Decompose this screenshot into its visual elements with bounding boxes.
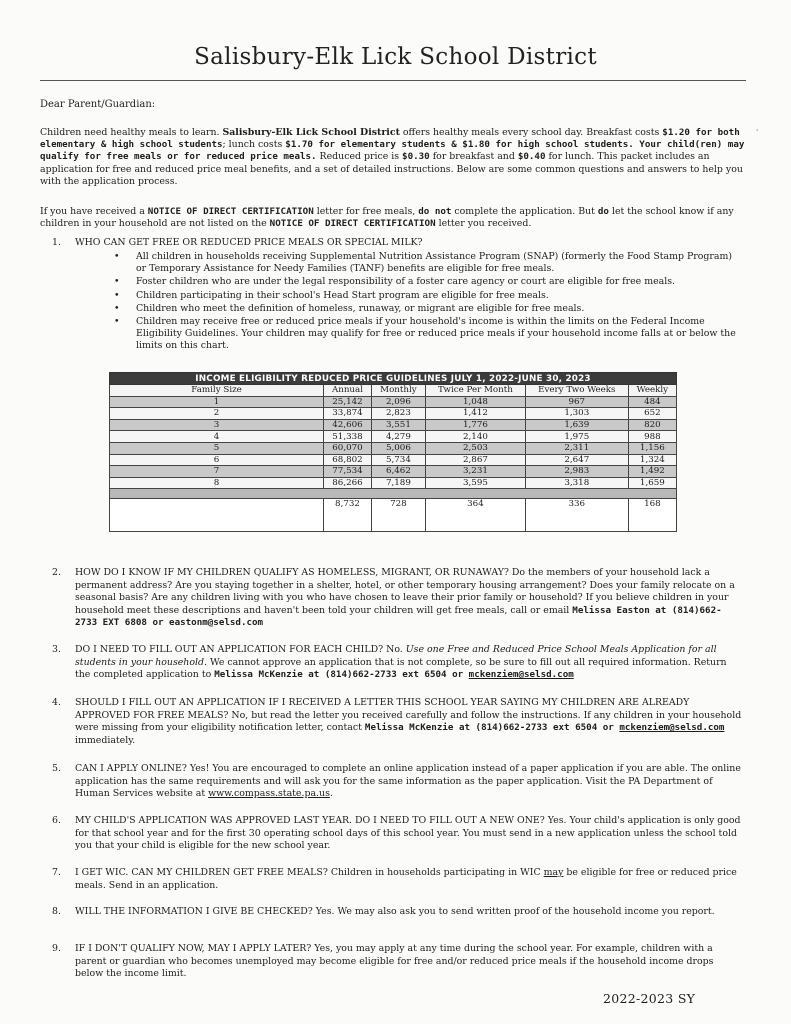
table-cell: 988 — [628, 431, 676, 443]
question-number: 6. — [52, 815, 61, 826]
table-cell: 2,503 — [426, 442, 526, 454]
notice-emphasis: do not — [418, 206, 452, 217]
table-cell: 5 — [110, 442, 324, 454]
list-item: • Children may receive free or reduced price meals if your household's income is within the limits on the Federal Income Eligibility Guidelines. Your children may qualify for free or reduced price meals if your household income falls at or below the limits on this chart. — [112, 316, 742, 353]
list-item: • All children in households receiving Supplemental Nutrition Assistance Program (SNAP) (formerly the Food Stamp Program) or Temporary Assistance for Needy Families (TANF) benefits are eligible for free meals. — [112, 251, 742, 275]
notice-text: If you have received a — [40, 206, 148, 217]
table-cell: 2,140 — [426, 431, 526, 443]
eligibility-list — [112, 251, 742, 354]
table-cell: 86,266 — [324, 477, 372, 489]
question-text: immediately. — [75, 734, 136, 746]
table-cell: 6 — [110, 454, 324, 466]
lunch-cost: $1.70 for elementary students & $1.80 for high school students. Your child(ren) may qualify for free meals or for reduced price meals. — [40, 139, 745, 163]
notice-text: letter you received. — [435, 218, 532, 230]
salutation: Dear Parent/Guardian: — [40, 99, 156, 110]
table-cell: 1,492 — [628, 466, 676, 478]
table-cell: 1,324 — [628, 454, 676, 466]
column-header: Family Size — [110, 385, 324, 397]
notice-text: complete the application. But — [451, 206, 598, 217]
additional-member-row — [110, 499, 677, 532]
table-cell: 8 — [110, 477, 324, 489]
table-cell: 364 — [426, 499, 526, 532]
table-cell: 25,142 — [324, 396, 372, 408]
question-text: SHOULD I FILL OUT AN APPLICATION IF I RECEIVED A LETTER THIS SCHOOL YEAR SAYING MY CHILDREN ARE ALREADY APPROVED FOR FREE MEALS? No, but read the letter you received carefully and follow the instructions. If any children in your household were missing from your eligibility notification letter, contact — [75, 697, 742, 734]
table-cell: 1,156 — [628, 442, 676, 454]
intro-text: ; lunch costs — [222, 139, 286, 151]
table-cell: 3,318 — [525, 477, 628, 489]
additional-member-label: Each additional family member add: — [110, 499, 324, 532]
question-number: 9. — [52, 943, 61, 954]
table-cell: 51,338 — [324, 431, 372, 443]
question-number: 1. — [52, 237, 61, 248]
question-4 — [75, 697, 743, 747]
question-number: 3. — [52, 644, 61, 655]
column-header: Monthly — [371, 385, 425, 397]
table-cell: 2,983 — [525, 466, 628, 478]
question-number: 8. — [52, 906, 61, 917]
question-emphasis: may — [543, 867, 564, 878]
table-row — [110, 431, 677, 443]
table-cell: 4,279 — [371, 431, 425, 443]
table-row — [110, 466, 677, 478]
table-row — [110, 477, 677, 489]
table-cell: 3,595 — [426, 477, 526, 489]
list-item: • Children participating in their school's Head Start program are eligible for free meals. — [112, 290, 742, 302]
table-cell: 2,647 — [525, 454, 628, 466]
list-item: • Foster children who are under the legal responsibility of a foster care agency or court are eligible for free meals. — [112, 276, 742, 288]
table-cell: 1,303 — [525, 408, 628, 420]
table-cell: 5,006 — [371, 442, 425, 454]
question-text: CAN I APPLY ONLINE? Yes! You are encouraged to complete an online application instead of a paper application if you are able. The online application has the same requirements and will ask you for the same information as the paper application. Visit the PA Department of Human Services website at — [75, 763, 741, 800]
school-year-footer: 2022-2023 SY — [603, 991, 696, 1006]
question-number: 7. — [52, 867, 61, 878]
table-cell: 7 — [110, 466, 324, 478]
question-text: I GET WIC. CAN MY CHILDREN GET FREE MEALS? Children in households participating in WIC — [75, 867, 544, 878]
reduced-breakfast-price: $0.30 — [402, 151, 430, 163]
question-number: 5. — [52, 763, 61, 774]
question-text: HOW DO I KNOW IF MY CHILDREN QUALIFY AS HOMELESS, MIGRANT, OR RUNAWAY? Do the members of your household lack a permanent address? Are you staying together in a shelter, hotel, or other temporary housing arrangement? Does your family relocate on a seasonal basis? Are any children living with you who have chosen to leave their prior family or household? If you believe children in your household meet these descriptions and haven't been told your children will get free meals, call or email — [75, 567, 735, 616]
table-cell: 728 — [371, 499, 425, 532]
table-cell: 168 — [628, 499, 676, 532]
table-banner: INCOME ELIGIBILITY REDUCED PRICE GUIDELINES JULY 1, 2022-JUNE 30, 2023 — [110, 373, 677, 385]
spacer-cell — [110, 489, 677, 499]
question-3 — [75, 644, 743, 682]
table-cell: 2,867 — [426, 454, 526, 466]
table-cell: 33,874 — [324, 408, 372, 420]
column-header: Every Two Weeks — [525, 385, 628, 397]
table-cell: 1,048 — [426, 396, 526, 408]
column-header: Weekly — [628, 385, 676, 397]
table-cell: 3 — [110, 419, 324, 431]
question-6: MY CHILD'S APPLICATION WAS APPROVED LAST YEAR. DO I NEED TO FILL OUT A NEW ONE? Yes. Your child's application is only good for that school year and for the first 30 operating school days of this school year. You must send in a new application unless the school told you that your child is eligible for the new school year. — [75, 815, 741, 852]
district-name: Salisbury-Elk Lick School District — [222, 127, 400, 138]
table-cell: 1,659 — [628, 477, 676, 489]
title-divider — [40, 80, 746, 81]
intro-text: Reduced price is — [316, 151, 403, 163]
question-text: We cannot approve an application that is not complete, so be sure to fill out all required information. Return the completed application to — [75, 656, 727, 681]
table-cell: 60,070 — [324, 442, 372, 454]
table-cell: 77,534 — [324, 466, 372, 478]
column-header: Twice Per Month — [426, 385, 526, 397]
email-link[interactable]: mckenziem@selsd.com — [468, 669, 574, 681]
intro-text: for lunch. This packet includes an application for free and reduced price meal benefits, and a set of detailed instructions. Below are some common questions and answers to help you with the application process. — [40, 151, 743, 187]
table-cell: 3,551 — [371, 419, 425, 431]
table-cell: 2,311 — [525, 442, 628, 454]
table-row — [110, 408, 677, 420]
notice-emphasis: do — [597, 206, 609, 217]
breakfast-cost: $1.20 for both elementary & high school students — [40, 127, 740, 151]
question-9: IF I DON'T QUALIFY NOW, MAY I APPLY LATER? Yes, you may apply at any time during the school year. For example, children with a parent or guardian who becomes unemployed may become eligible for free and/or reduced price meals if the household income drops below the income limit. — [75, 943, 714, 980]
table-cell: 336 — [525, 499, 628, 532]
notice-term: NOTICE OF DIRECT CERTIFICATION — [147, 206, 314, 217]
income-guidelines-table — [109, 372, 677, 532]
contact-info: Melissa Easton at (814)662-2733 EXT 6808 or eastonm@selsd.com — [75, 604, 722, 629]
table-cell: 2 — [110, 408, 324, 420]
email-link[interactable]: mckenziem@selsd.com — [619, 722, 725, 734]
question-text: DO I NEED TO FILL OUT AN APPLICATION FOR EACH CHILD? No. — [75, 644, 406, 655]
contact-info: Melissa McKenzie at (814)662-2733 ext 6504 or — [364, 722, 620, 734]
scan-mark: ' — [756, 128, 759, 137]
question-2 — [75, 567, 743, 630]
list-item: • Children who meet the definition of homeless, runaway, or migrant are eligible for free meals. — [112, 303, 742, 315]
table-cell: 1 — [110, 396, 324, 408]
table-row — [110, 396, 677, 408]
intro-text: Children need healthy meals to learn. — [40, 127, 223, 138]
reduced-lunch-price: $0.40 — [517, 151, 546, 163]
table-cell: 1,776 — [426, 419, 526, 431]
direct-certification-notice — [40, 206, 745, 230]
column-header: Annual — [324, 385, 372, 397]
table-cell: 484 — [628, 396, 676, 408]
notice-text: let the school know if any children in your household are not listed on the — [40, 206, 734, 230]
question-text: be eligible for free or reduced price meals. Send in an application. — [75, 867, 737, 891]
question-text: . — [329, 788, 333, 800]
table-cell: 2,823 — [371, 408, 425, 420]
page-title: Salisbury-Elk Lick School District — [194, 44, 597, 70]
table-cell: 42,606 — [324, 419, 372, 431]
table-cell: 4 — [110, 431, 324, 443]
table-row — [110, 454, 677, 466]
question-5 — [75, 763, 743, 801]
table-row — [110, 419, 677, 431]
intro-paragraph — [40, 127, 745, 188]
intro-text: for breakfast and — [429, 151, 518, 163]
table-cell: 1,975 — [525, 431, 628, 443]
question-8: WILL THE INFORMATION I GIVE BE CHECKED? Yes. We may also ask you to send written proof of the household income you report. — [75, 906, 715, 917]
table-cell: 3,231 — [426, 466, 526, 478]
table-cell: 1,639 — [525, 419, 628, 431]
notice-term: NOTICE OF DIRECT CERTIFICATION — [269, 218, 436, 230]
table-cell: 967 — [525, 396, 628, 408]
contact-info: Melissa McKenzie at (814)662-2733 ext 6504 or — [214, 669, 469, 681]
table-cell: 820 — [628, 419, 676, 431]
table-spacer — [110, 489, 677, 499]
notice-text: letter for free meals, — [313, 206, 419, 217]
table-cell: 2,096 — [371, 396, 425, 408]
table-cell: 1,412 — [426, 408, 526, 420]
intro-text: offers healthy meals every school day. Breakfast costs — [399, 127, 663, 138]
table-cell: 7,189 — [371, 477, 425, 489]
table-cell: 5,734 — [371, 454, 425, 466]
question-emphasis: Use one Free and Reduced Price School Meals Application for all students in your household. — [75, 644, 717, 668]
question-1: WHO CAN GET FREE OR REDUCED PRICE MEALS OR SPECIAL MILK? — [75, 237, 423, 248]
table-row — [110, 442, 677, 454]
table-cell: 8,732 — [324, 499, 372, 532]
question-number: 4. — [52, 697, 61, 708]
website-link[interactable]: www.compass.state.pa.us — [208, 788, 330, 800]
question-7 — [75, 867, 743, 892]
table-cell: 652 — [628, 408, 676, 420]
table-cell: 6,462 — [371, 466, 425, 478]
question-number: 2. — [52, 567, 61, 578]
table-cell: 68,802 — [324, 454, 372, 466]
